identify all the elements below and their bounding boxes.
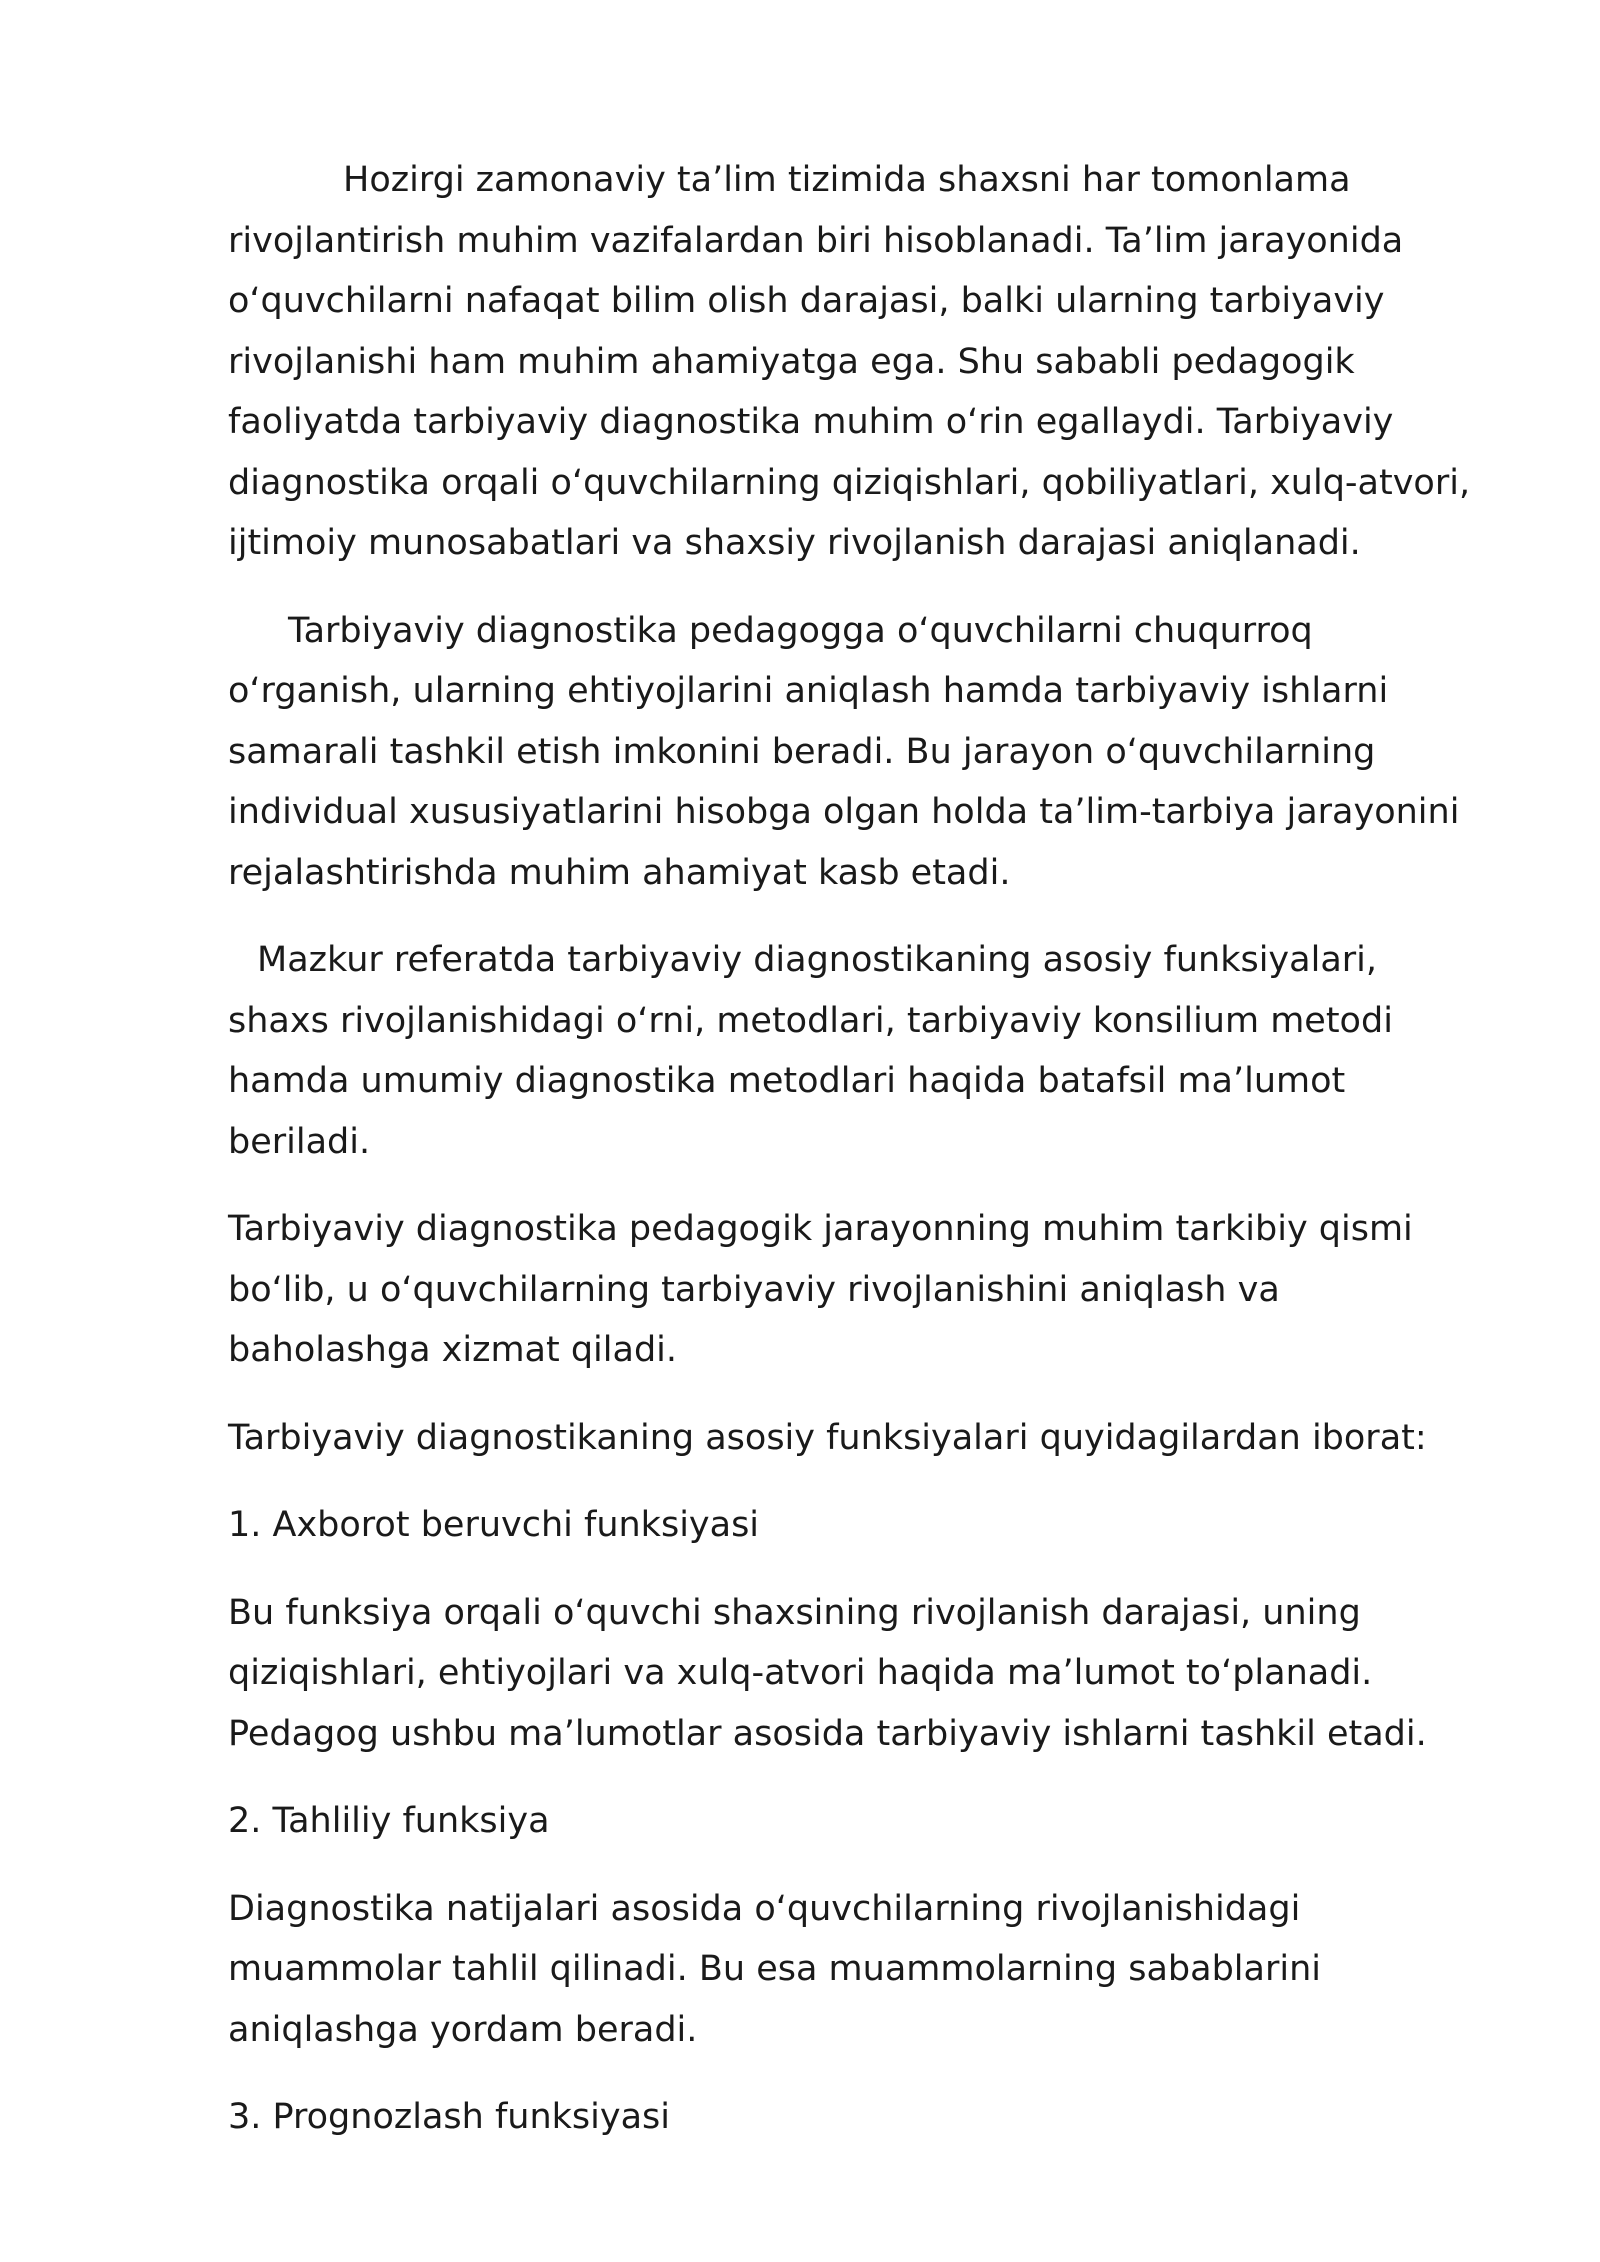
function-description-2: Diagnostika natijalari asosida o‘quvchilarning rivojlanishidagi muammolar tahlil qilinadi. Bu esa muammolarning sabablarini aniqlashga yordam beradi.: [228, 1888, 1321, 2050]
function-heading-1: 1. Axborot beruvchi funksiyasi: [228, 1505, 760, 1545]
document-body: [228, 150, 1488, 2175]
diagnostics-purpose-paragraph: Tarbiyaviy diagnostika pedagogga o‘quvchilarni chuqurroq o‘rganish, ularning ehtiyojlarini aniqlash hamda tarbiyaviy ishlarni samarali tashkil etish imkonini beradi. Bu jarayon o‘quvchilarning individual xususiyatlarini hisobga olgan holda ta’lim-tarbiya jarayonini rejalashtirishda muhim ahamiyat kasb etadi.: [228, 610, 1460, 893]
function-heading-3: 3. Prognozlash funksiyasi: [228, 2097, 670, 2137]
intro-paragraph: Hozirgi zamonaviy ta’lim tizimida shaxsni har tomonlama rivojlantirish muhim vazifalardan biri hisoblanadi. Ta’lim jarayonida o‘quvchilarni nafaqat bilim olish darajasi, balki ularning tarbiyaviy rivojlanishi ham muhim ahamiyatga ega. Shu sababli pedagogik faoliyatda tarbiyaviy diagnostika muhim o‘rin egallaydi. Tarbiyaviy diagnostika orqali o‘quvchilarning qiziqishlari, qobiliyatlari, xulq-atvori, ijtimoiy munosabatlari va shaxsiy rivojlanish darajasi aniqlanadi.: [228, 160, 1471, 563]
referat-scope-paragraph: Mazkur referatda tarbiyaviy diagnostikaning asosiy funksiyalari, shaxs rivojlanishidagi o‘rni, metodlari, tarbiyaviy konsilium metodi hamda umumiy diagnostika metodlari haqida batafsil ma’lumot beriladi.: [228, 940, 1393, 1162]
diagnostics-definition-paragraph: Tarbiyaviy diagnostika pedagogik jarayonning muhim tarkibiy qismi bo‘lib, u o‘quvchilarning tarbiyaviy rivojlanishini aniqlash va baholashga xizmat qiladi.: [228, 1209, 1413, 1370]
function-description-1: Bu funksiya orqali o‘quvchi shaxsining rivojlanish darajasi, uning qiziqishlari, ehtiyojlari va xulq-atvori haqida ma’lumot to‘planadi. Pedagog ushbu ma’lumotlar asosida tarbiyaviy ishlarni tashkil etadi.: [228, 1592, 1427, 1754]
functions-intro-paragraph: Tarbiyaviy diagnostikaning asosiy funksiyalari quyidagilardan iborat:: [228, 1417, 1427, 1458]
function-heading-2: 2. Tahliliy funksiya: [228, 1801, 550, 1841]
